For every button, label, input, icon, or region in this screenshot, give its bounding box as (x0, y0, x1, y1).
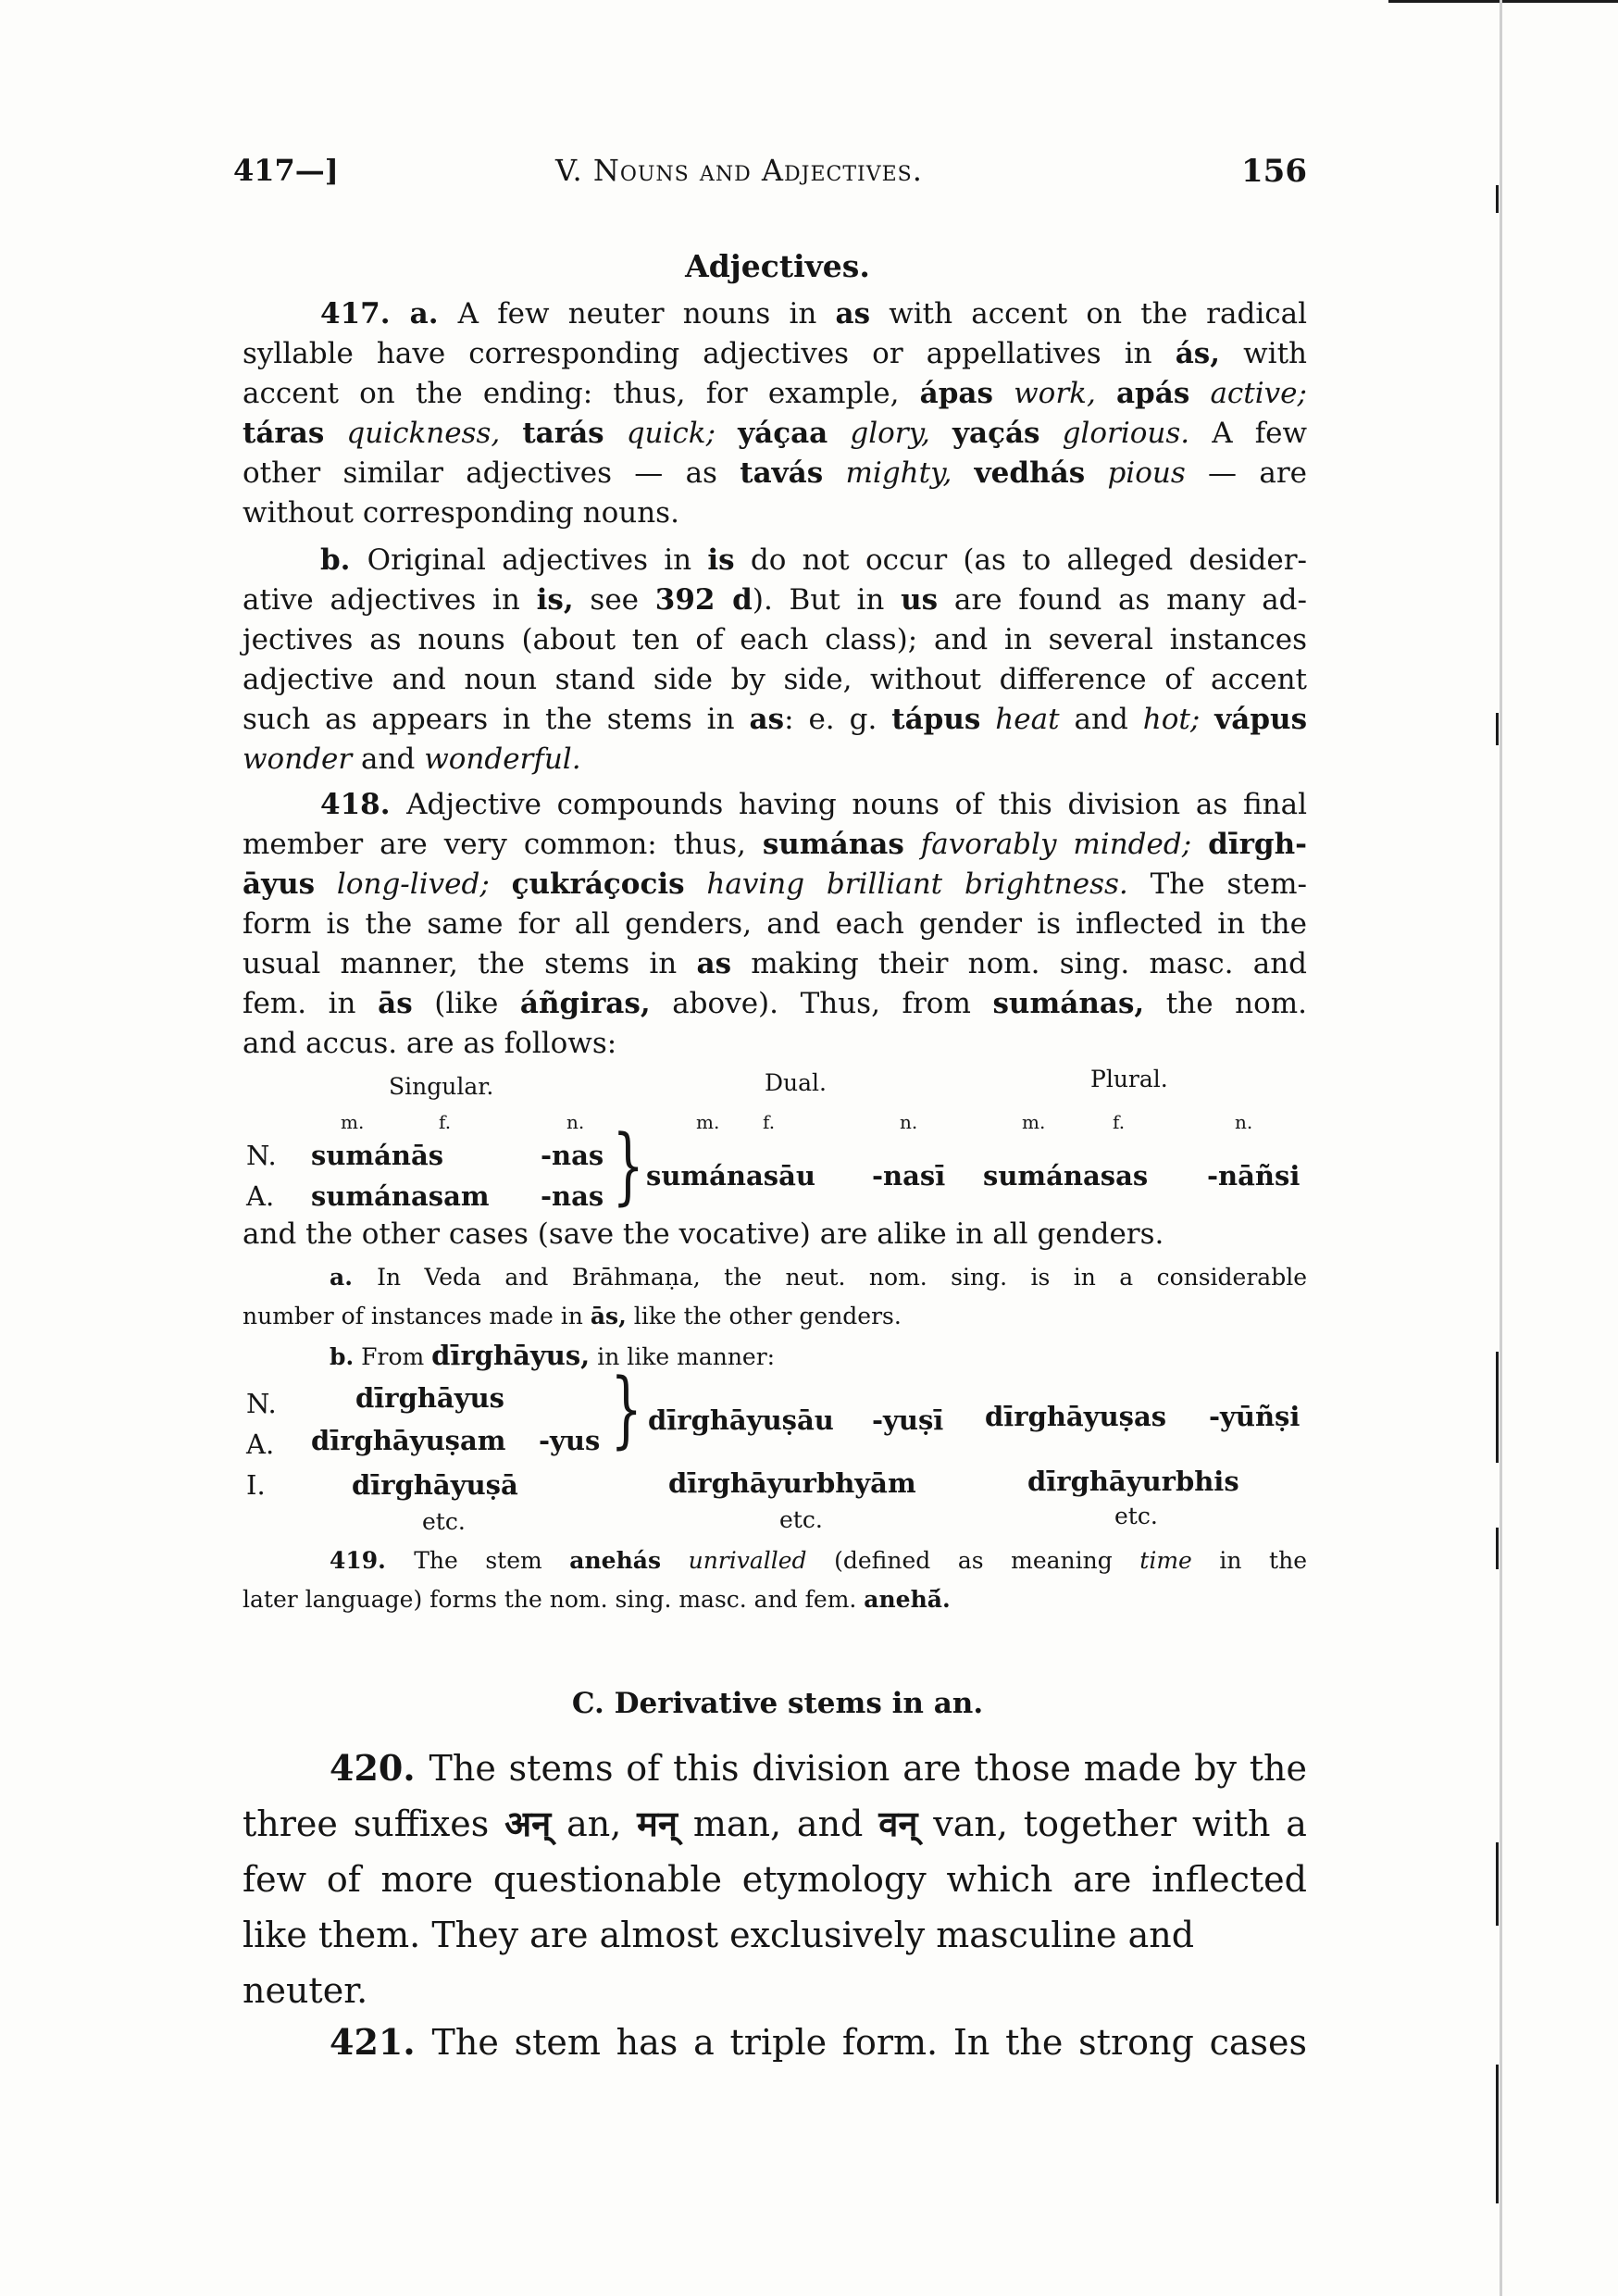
text: making their nom. sing. masc. and (731, 947, 1308, 980)
sanskrit-term: ás, (1175, 337, 1221, 371)
gender-n: n. (1235, 1111, 1253, 1133)
form-acc-sing: dīrghāyuṣam (311, 1425, 506, 1456)
text-line (320, 785, 1307, 824)
text (621, 1803, 637, 1844)
text: and (352, 742, 425, 776)
edge-mark (1496, 713, 1499, 745)
gender-f: f. (763, 1111, 776, 1133)
sanskrit-term: táras (243, 417, 325, 451)
gloss: quickness, (346, 417, 501, 451)
text-line (243, 865, 1307, 904)
text: like them. They are almost exclusively masculine and (243, 1915, 1195, 1955)
sanskrit-term: 392 d (654, 583, 753, 617)
sanskrit-term: is, (536, 583, 574, 617)
brace: } (612, 1117, 644, 1215)
case-label: A. (246, 1180, 275, 1212)
form-nom-sing-mf: sumánās (311, 1140, 444, 1171)
page-edge-line-right (1500, 0, 1502, 2296)
form-inst-plural: dīrghāyurbhis (1027, 1466, 1239, 1497)
transliteration: van, (933, 1803, 1008, 1844)
text-line (330, 1741, 1307, 1796)
text-line (243, 984, 1307, 1023)
sanskrit-term: tavás (740, 456, 824, 491)
text: member are very common: thus, (243, 828, 763, 861)
text: accent on the ending: thus, for example, (243, 377, 920, 411)
text: like the other genders. (626, 1303, 902, 1329)
text (980, 703, 995, 736)
text-line (243, 1796, 1307, 1852)
form-na-dual-n: -nasī (872, 1160, 946, 1192)
gender-m: m. (1022, 1111, 1046, 1133)
text-line (243, 1300, 1307, 1333)
text-line (243, 825, 1307, 864)
text-line (243, 660, 1307, 699)
gloss: long-lived; (336, 867, 490, 901)
text-line (243, 905, 1307, 943)
gender-f: f. (439, 1111, 452, 1133)
paragraph-number: 420. (330, 1747, 429, 1789)
sanskrit-term: as (835, 297, 871, 331)
text: together with a (1007, 1803, 1307, 1844)
text (1085, 456, 1107, 490)
text-line (330, 2015, 1307, 2070)
text (1200, 703, 1214, 736)
form-acc-sing-n: -yus (539, 1425, 601, 1456)
text (500, 417, 522, 450)
text: In Veda and Brāhmaṇa, the neut. nom. sing. is in a considerable (377, 1264, 1308, 1291)
text: neuter. (243, 1970, 368, 2011)
gloss: glorious. (1062, 417, 1190, 451)
gloss: wonder (243, 742, 353, 776)
sanskrit-term: ās (378, 987, 413, 1020)
section-heading-c (0, 1687, 1555, 1720)
text-line (243, 1583, 1307, 1616)
gloss: heat (995, 703, 1060, 736)
page-number: 156 (1241, 153, 1307, 190)
sanskrit-term: ápas (919, 377, 993, 411)
text (1096, 377, 1116, 410)
form-na-plural-mf: dīrghāyuṣas (985, 1401, 1167, 1432)
text: usual manner, the stems in (243, 947, 697, 980)
edge-mark (1496, 1528, 1499, 1569)
text-line (243, 1907, 1307, 1963)
section-heading-adjectives: Adjectives. (685, 248, 870, 284)
case-label: N. (246, 1140, 277, 1171)
text-line (243, 1024, 1307, 1063)
text (917, 1803, 933, 1844)
sanskrit-term: us (901, 583, 939, 617)
text-line (243, 493, 1307, 532)
text: adjective and noun stand side by side, without difference of accent (243, 663, 1307, 696)
text: other similar adjectives — as (243, 456, 741, 491)
text: jectives as nouns (about ten of each class); and in several instances (243, 623, 1307, 656)
text: with accent on the radical (870, 297, 1307, 331)
page-edge-line-top (1388, 0, 1618, 3)
text: with (1220, 337, 1307, 371)
sanskrit-term: yaçás (952, 417, 1040, 451)
paragraph-number: 418. (320, 788, 407, 821)
text: A few neuter nouns in (457, 297, 836, 331)
text: ). But in (752, 583, 902, 617)
gender-f: f. (1113, 1111, 1126, 1133)
subsection-label: b. (320, 543, 367, 577)
transliteration: an, (566, 1803, 622, 1844)
gloss: hot; (1142, 703, 1201, 736)
edge-mark (1496, 1842, 1499, 1926)
form-nom-sing-n: -nas (541, 1140, 604, 1171)
text-line (243, 454, 1307, 493)
text: and (781, 1803, 879, 1844)
etc-plural: etc. (1114, 1503, 1158, 1529)
form-acc-sing-n: -nas (541, 1180, 604, 1212)
text-after-table1: and the other cases (save the vocative) are alike in all genders. (243, 1217, 1164, 1251)
sanskrit-term: āyus (243, 867, 316, 901)
paragraph-number: 417. (320, 297, 410, 331)
text: such as appears in the stems in (243, 703, 750, 736)
paragraph-number: 421. (330, 2021, 432, 2063)
subsection-label: a. (330, 1264, 378, 1291)
devanagari-suffix: मन् (637, 1803, 678, 1844)
text-line (243, 700, 1307, 739)
text-line (320, 294, 1307, 333)
gloss: favorably minded; (920, 828, 1192, 861)
text: later language) forms the nom. sing. masc. and fem. (243, 1586, 865, 1613)
form-inst-sing: dīrghāyuṣā (352, 1469, 518, 1501)
gender-m: m. (696, 1111, 720, 1133)
text (685, 867, 707, 901)
brace: } (610, 1361, 642, 1458)
word-dirghayus: dīrghāyus, (431, 1340, 591, 1371)
form-nom-sing: dīrghāyus (355, 1382, 504, 1414)
text (993, 377, 1014, 410)
sanskrit-term: anehás (569, 1547, 662, 1574)
form-na-plural-mf: sumánasas (983, 1160, 1149, 1192)
col-group-singular: Singular. (389, 1073, 494, 1100)
col-group-plural: Plural. (1090, 1066, 1168, 1092)
gloss: wonderful. (424, 742, 581, 776)
text: — are (1185, 456, 1307, 491)
text-line (243, 740, 1307, 779)
transliteration: man, (692, 1803, 782, 1844)
text: From (361, 1343, 432, 1370)
text-line (243, 334, 1307, 373)
text (930, 417, 952, 450)
form-acc-sing-mf: sumánasam (311, 1180, 490, 1212)
text: and (1059, 703, 1143, 736)
col-group-dual: Dual. (765, 1069, 827, 1096)
text (952, 456, 974, 490)
text (551, 1803, 566, 1844)
text: are found as many ad- (938, 583, 1307, 617)
text: number of instances made in (243, 1303, 591, 1329)
edge-mark (1496, 185, 1499, 213)
text: Adjective compounds having nouns of this division as final (406, 788, 1307, 821)
case-label: A. (246, 1429, 275, 1460)
gloss: mighty, (845, 456, 952, 491)
text: in the (1191, 1547, 1307, 1574)
sanskrit-term: apás (1115, 377, 1190, 411)
text: above). Thus, from (650, 987, 993, 1020)
text: in like manner: (590, 1343, 776, 1370)
text-line (243, 374, 1307, 413)
etc-singular: etc. (422, 1508, 466, 1535)
case-label: I. (246, 1469, 266, 1501)
text: see (573, 583, 655, 617)
text (678, 1803, 693, 1844)
text: A few (1189, 417, 1308, 451)
text (315, 867, 337, 901)
text (716, 417, 738, 450)
sanskrit-term: sumánas (762, 828, 904, 861)
text: : e. g. (784, 703, 892, 736)
text: The stem (414, 1547, 570, 1574)
running-header (233, 153, 1307, 199)
sanskrit-term: ās, (590, 1303, 627, 1329)
text (1189, 377, 1210, 410)
text: three suffixes (243, 1803, 505, 1844)
edge-mark (1496, 2065, 1499, 2203)
text-line (320, 541, 1307, 580)
text-line (243, 580, 1307, 619)
text: form is the same for all genders, and each gender is inflected in the (243, 907, 1307, 941)
text: The stem- (1127, 867, 1307, 901)
gloss: unrivalled (688, 1547, 807, 1574)
form-na-dual-mf: sumánasāu (646, 1160, 815, 1192)
text: do not occur (as to alleged desider- (734, 543, 1307, 577)
text-line (243, 414, 1307, 453)
sanskrit-term: tápus (891, 703, 981, 736)
sanskrit-term: as (696, 947, 732, 980)
text: without corresponding nouns. (243, 496, 679, 530)
sanskrit-term: çukráçocis (511, 867, 685, 901)
text: the nom. (1144, 987, 1308, 1020)
sanskrit-term: is (707, 543, 735, 577)
text (490, 867, 512, 901)
label-b: b. (330, 1343, 355, 1370)
paragraph-number: 419. (330, 1547, 415, 1574)
form-inst-dual: dīrghāyurbhyām (668, 1467, 916, 1499)
text (604, 417, 627, 450)
heading-word-an: an. (933, 1687, 984, 1720)
text: Original adjectives in (367, 543, 708, 577)
text: (like (412, 987, 520, 1020)
gloss: active; (1210, 377, 1307, 411)
text-line (330, 1544, 1307, 1578)
text-line (243, 1852, 1307, 1907)
sanskrit-term: áñgiras, (519, 987, 651, 1020)
form-na-plural-n: -yūñṣi (1209, 1401, 1301, 1432)
devanagari-suffix: अन् (504, 1803, 552, 1844)
gloss: glory, (850, 417, 930, 451)
heading-letter: C. (571, 1687, 604, 1720)
text: (defined as meaning (806, 1547, 1140, 1574)
gender-n: n. (900, 1111, 918, 1133)
paragraph-418b (330, 1339, 1394, 1374)
section-ref: 417—] (233, 153, 339, 188)
gloss: quick; (626, 417, 716, 451)
sanskrit-term: vedhás (974, 456, 1086, 491)
text: few of more questionable etymology which are inflected (243, 1859, 1307, 1900)
chapter-title: V. Nouns and Adjectives. (555, 153, 923, 188)
text-line (330, 1261, 1307, 1294)
gloss: having brilliant brightness. (706, 867, 1128, 901)
form-na-dual-n: -yuṣī (872, 1404, 944, 1436)
sanskrit-term: dīrgh- (1208, 828, 1308, 861)
subsection-label: a. (409, 297, 458, 331)
text (904, 828, 921, 861)
text (823, 456, 845, 490)
text (324, 417, 346, 450)
devanagari-suffix: वन् (878, 1803, 918, 1844)
text-line (243, 1963, 1307, 2018)
gloss: pious (1107, 456, 1186, 491)
text-line (243, 620, 1307, 659)
gender-n: n. (566, 1111, 585, 1133)
form-na-dual-mf: dīrghāyuṣāu (648, 1404, 834, 1436)
edge-mark (1496, 1352, 1499, 1463)
text (1039, 417, 1062, 450)
sanskrit-term: anehā́. (864, 1586, 951, 1613)
gender-m: m. (341, 1111, 365, 1133)
sanskrit-term: sumánas, (992, 987, 1145, 1020)
sanskrit-term: yáçaa (738, 417, 828, 451)
text: syllable have corresponding adjectives or appellatives in (243, 337, 1176, 371)
etc-dual: etc. (779, 1506, 823, 1533)
text: ative adjectives in (243, 583, 537, 617)
text (828, 417, 850, 450)
text-line (243, 944, 1307, 983)
heading-text: Derivative stems in (614, 1687, 934, 1720)
form-na-plural-n: -nāñsi (1207, 1160, 1301, 1192)
text: The stem has a triple form. In the strong cases (431, 2022, 1308, 2063)
sanskrit-term: tarás (522, 417, 604, 451)
sanskrit-term: as (749, 703, 785, 736)
text (661, 1547, 689, 1574)
gloss: work, (1014, 377, 1096, 411)
text: The stems of this division are those made by the (429, 1748, 1307, 1789)
sanskrit-term: vápus (1214, 703, 1308, 736)
text: and accus. are as follows: (243, 1027, 617, 1060)
case-label: N. (246, 1388, 277, 1419)
text: fem. in (243, 987, 379, 1020)
gloss: time (1139, 1547, 1192, 1574)
text (1191, 828, 1208, 861)
